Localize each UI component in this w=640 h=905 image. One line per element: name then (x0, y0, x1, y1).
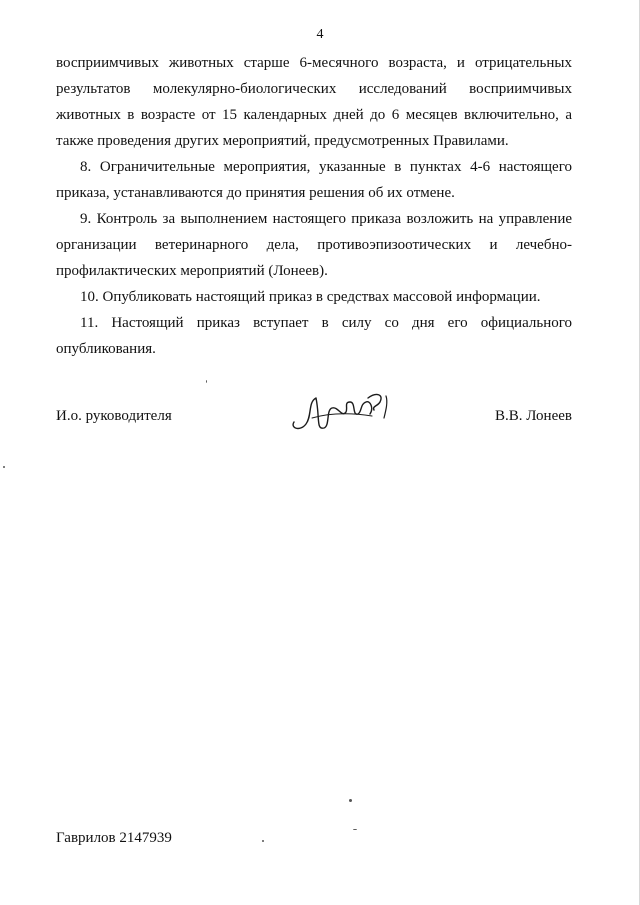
scan-speck (206, 380, 207, 383)
paragraph-item-10: 10. Опубликовать настоящий приказ в средствах массовой информации. (80, 289, 541, 305)
executor-note: Гаврилов 2147939 (56, 830, 172, 846)
signature-block (56, 402, 572, 442)
scan-speck (262, 840, 264, 842)
scan-speck (353, 829, 357, 830)
signatory-name: В.В. Лонеев (495, 408, 572, 424)
paragraph-item-9: 9. Контроль за выполнением настоящего приказа возложить на управление организации ветеринарного дела, противоэпизоотических и лечебно-профилактических мероприятий (Лонеев). (56, 211, 572, 279)
handwritten-signature (286, 388, 396, 436)
scan-speck (3, 466, 5, 468)
page-number: 4 (316, 27, 324, 42)
paragraph-continuation: восприимчивых животных старше 6-месячного возраста, и отрицательных результатов молекулярно-биологических исследований восприимчивых животных в возрасте от 15 календарных дней до 6 месяцев включительно, а также проведения других мероприятий, предусмотренных Правилами. (56, 55, 572, 149)
paragraph-item-8: 8. Ограничительные мероприятия, указанные в пунктах 4-6 настоящего приказа, устанавливаются до принятия решения об их отмене. (56, 159, 572, 201)
paragraph-item-11: 11. Настоящий приказ вступает в силу со дня его официального опубликования. (56, 315, 572, 357)
signatory-role: И.о. руководителя (56, 408, 172, 424)
scan-speck (349, 799, 352, 802)
document-body (56, 50, 572, 362)
